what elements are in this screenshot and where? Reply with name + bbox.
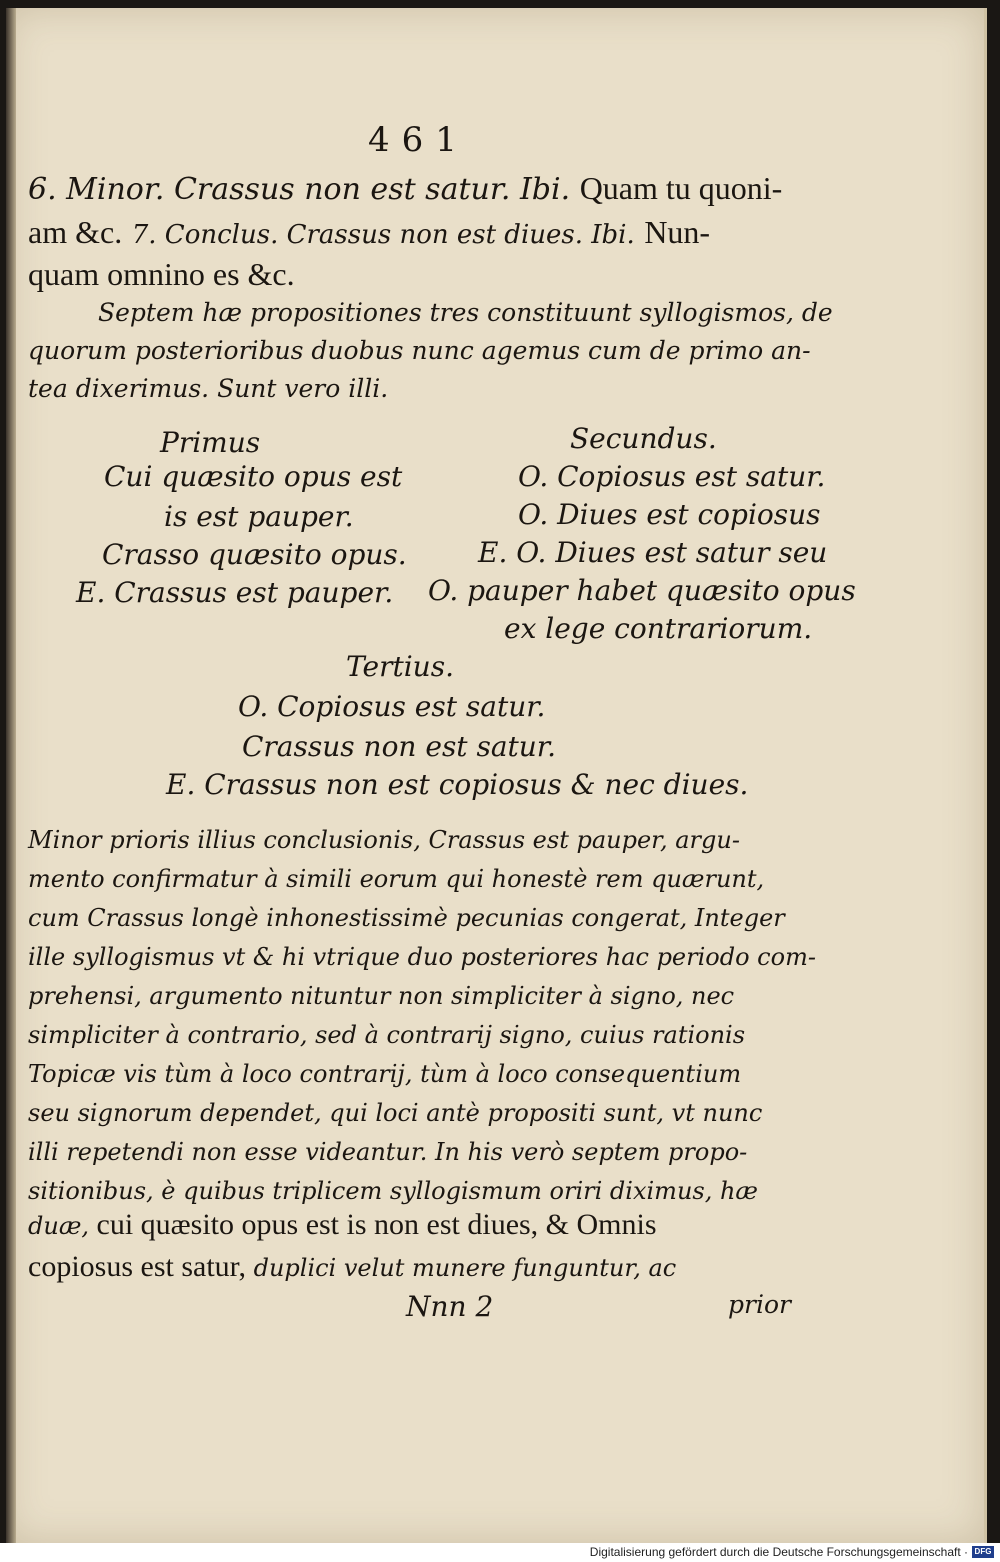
intro-line-3: tea dixerimus. Sunt vero illi. [28,374,389,403]
mixed-line-2-roman: copiosus est satur, [28,1250,246,1283]
book-page [6,8,987,1543]
secundus-line-5: ex lege contrariorum. [504,612,813,645]
mixed-line-1-italic: duæ, [28,1212,90,1240]
header-line-2-roman-start: am &c. [28,214,123,250]
header-line-2 [28,214,710,251]
tertius-line-3: E. Crassus non est copiosus & nec diues. [166,768,749,801]
mixed-line-2 [28,1250,676,1284]
body-line-3: cum Crassus longè inhonestissimè pecunias congerat, Integer [28,904,785,932]
digitization-footer [0,1543,1000,1562]
secundus-heading: Secundus. [570,422,717,455]
header-line-3 [28,256,295,293]
primus-line-3: Crasso quæsito opus. [102,538,407,571]
secundus-line-3: E. O. Diues est satur seu [478,536,828,569]
primus-heading: Primus [160,426,261,459]
body-line-2: mento confirmatur à simili eorum qui honestè rem quærunt, [28,865,765,893]
body-line-6: simpliciter à contrario, sed à contrarij signo, cuius rationis [28,1021,746,1049]
tertius-line-1: O. Copiosus est satur. [238,690,546,723]
mixed-line-1 [28,1208,657,1242]
mixed-line-2-italic: duplici velut munere funguntur, ac [245,1254,677,1282]
header-line-1 [28,170,782,207]
header-line-2-italic: 7. Conclus. Crassus non est diues. Ibi. [131,220,635,250]
secundus-line-2: O. Diues est copiosus [518,498,821,531]
body-line-7: Topicæ vis tùm à loco contrarij, tùm à loco consequentium [28,1060,742,1088]
tertius-line-2: Crassus non est satur. [242,730,557,763]
header-line-1-italic: 6. Minor. Crassus non est satur. Ibi. [28,172,571,207]
body-line-4: ille syllogismus vt & hi vtrique duo posteriores hac periodo com- [28,943,816,971]
secundus-line-4: O. pauper habet quæsito opus [428,574,856,607]
signature-mark: Nnn 2 [406,1290,494,1323]
catchword: prior [728,1290,791,1319]
body-line-1: Minor prioris illius conclusionis, Crassus est pauper, argu- [28,826,740,854]
body-line-10: sitionibus, è quibus triplicem syllogismum oriri diximus, hæ [28,1177,758,1205]
intro-line-1: Septem hæ propositiones tres constituunt syllogismos, de [98,298,833,327]
header-line-1-roman: Quam tu quoni- [579,170,783,206]
primus-line-1: Cui quæsito opus est [104,460,403,493]
page-gutter-shadow [6,8,16,1543]
body-line-5: prehensi, argumento nituntur non simpliciter à signo, nec [28,982,735,1010]
primus-line-4: E. Crassus est pauper. [76,576,394,609]
mixed-line-1-roman: cui quæsito opus est is non est diues, & Omnis [89,1208,657,1241]
header-line-3-roman: quam omnino es &c. [28,256,295,292]
intro-line-2: quorum posterioribus duobus nunc agemus cum de primo an- [28,336,811,365]
body-line-9: illi repetendi non esse videantur. In his verò septem propo- [28,1138,748,1166]
tertius-heading: Tertius. [346,650,454,683]
secundus-line-1: O. Copiosus est satur. [518,460,826,493]
header-line-2-roman: Nun- [644,214,711,250]
primus-line-2: is est pauper. [164,500,354,533]
footer-credit-text: Digitalisierung gefördert durch die Deutsche Forschungsgemeinschaft · [589,1545,968,1559]
dfg-logo: DFG [972,1546,994,1558]
page-number: 461 [368,120,469,160]
body-line-8: seu signorum dependet, qui loci antè propositi sunt, vt nunc [28,1099,763,1127]
